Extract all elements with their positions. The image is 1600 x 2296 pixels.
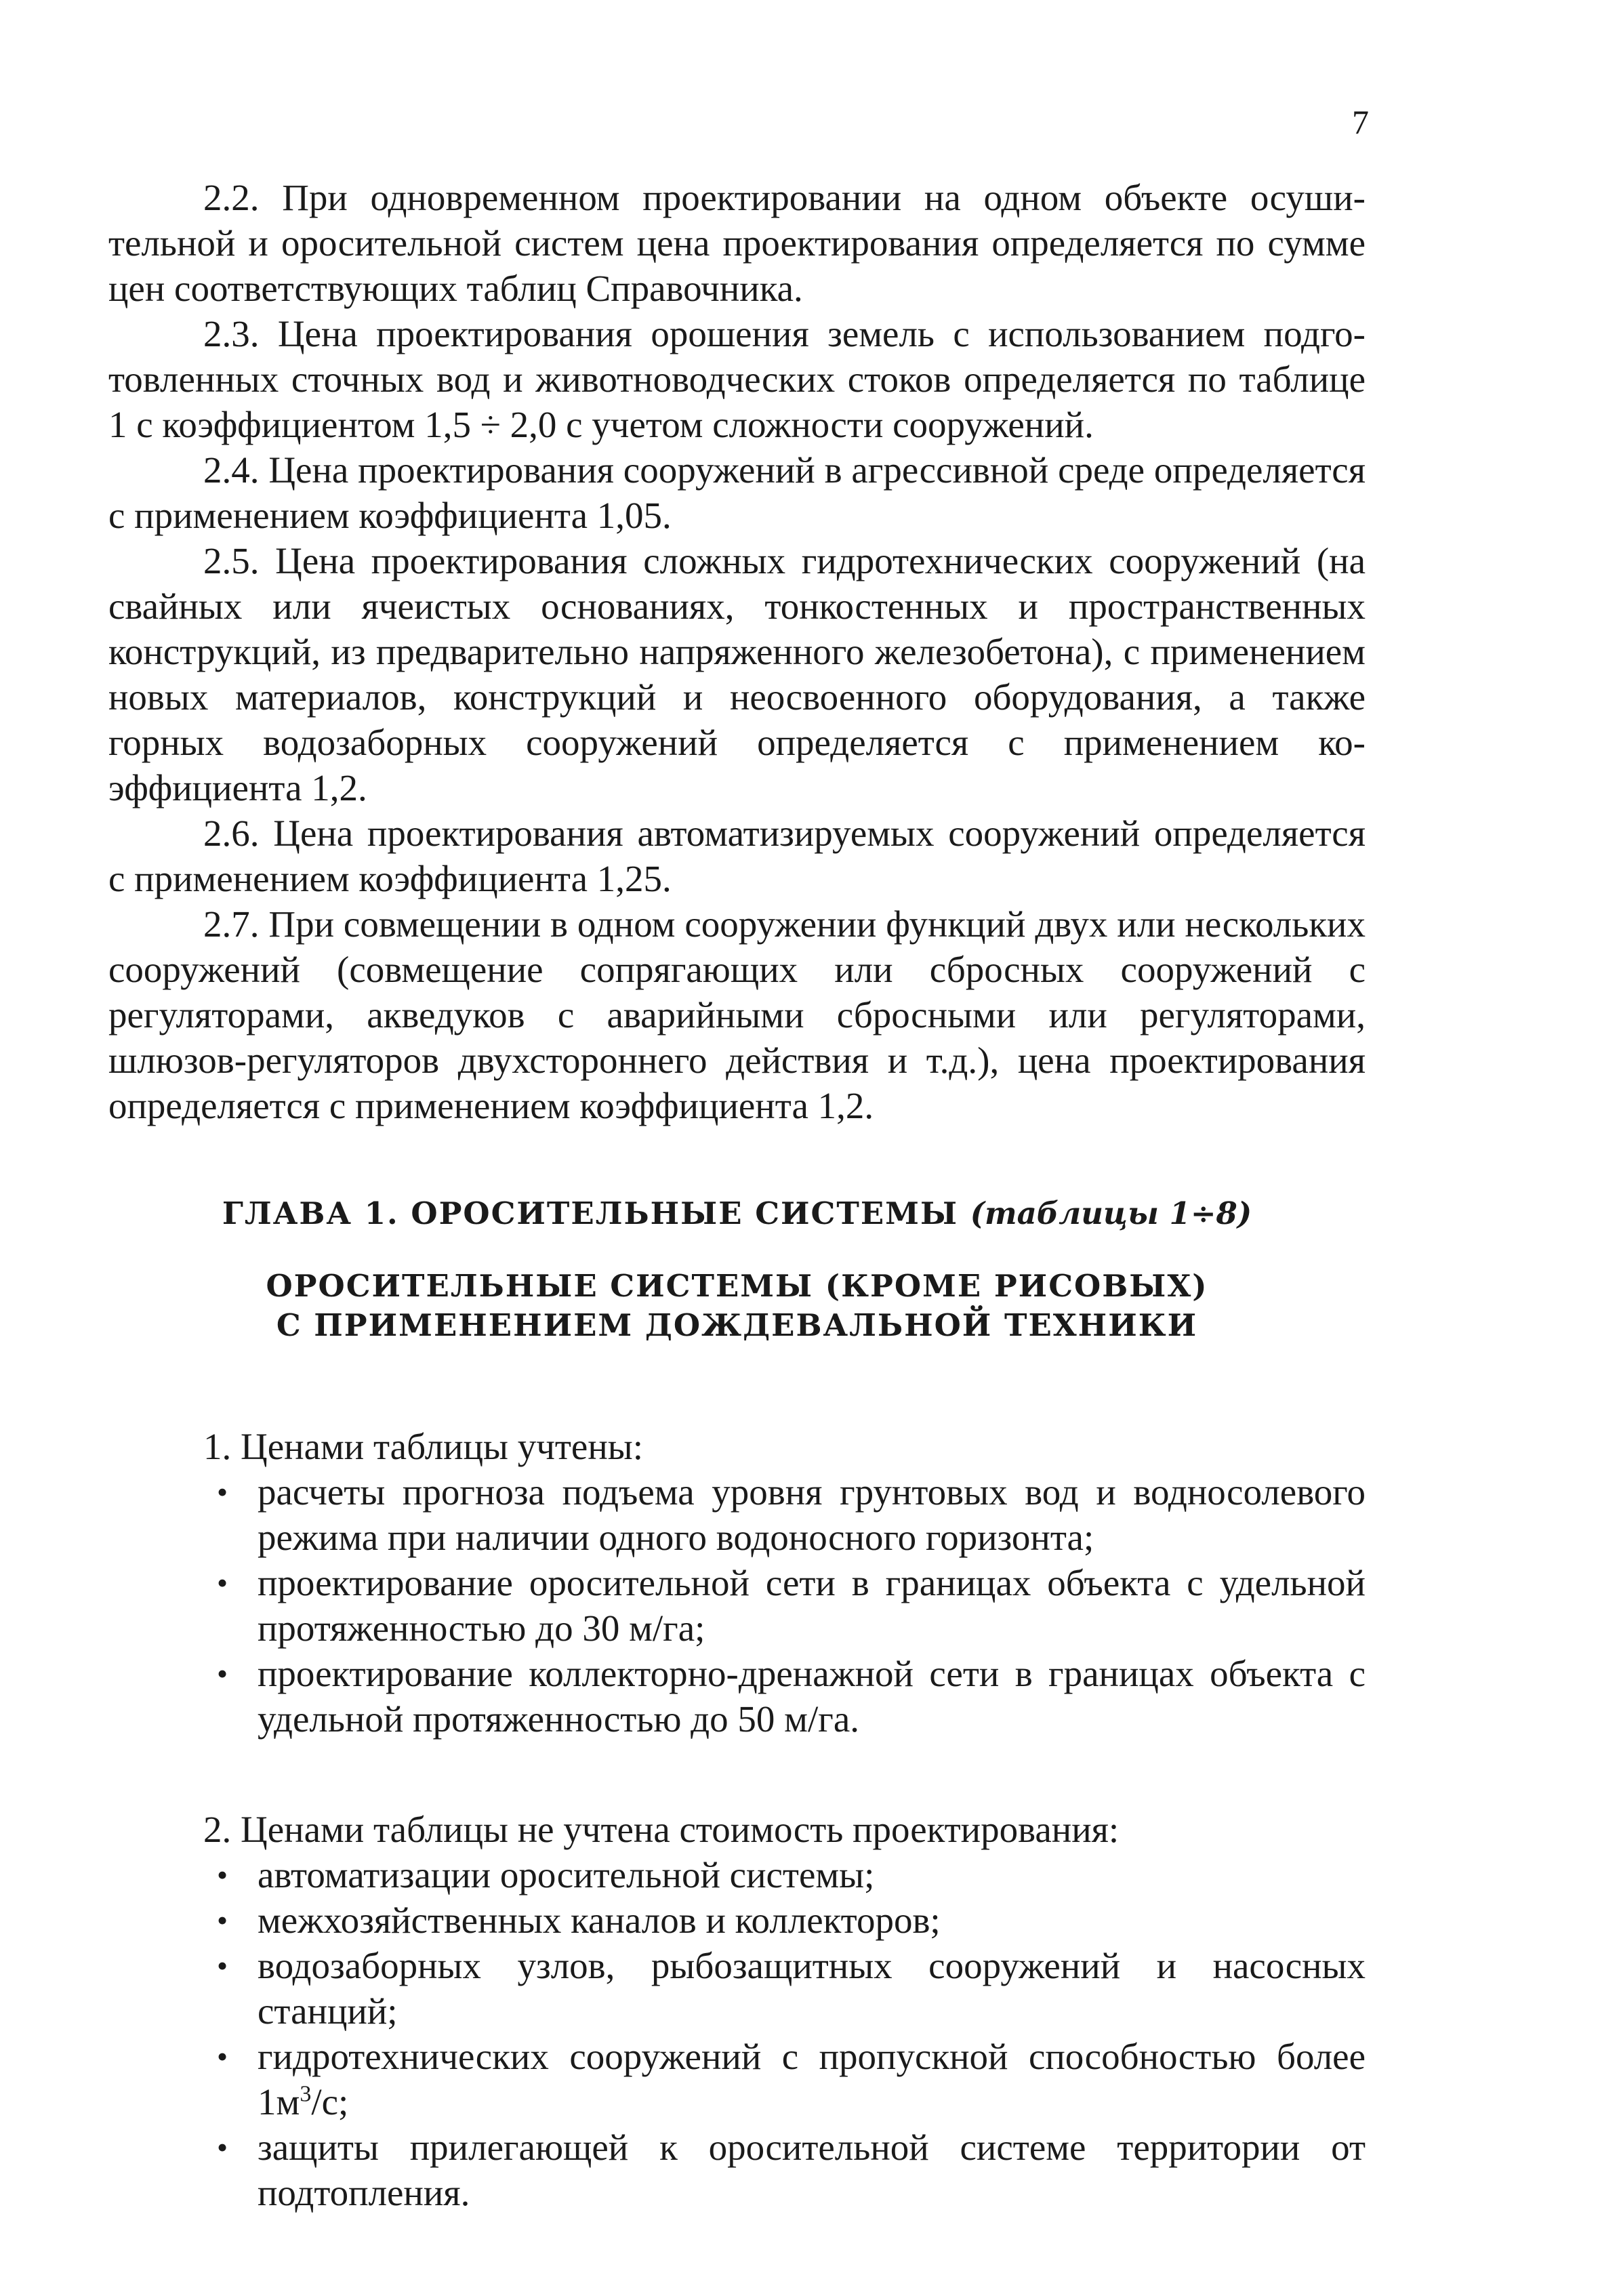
bullet-icon: • <box>216 1475 228 1509</box>
list-item-text: защиты прилегающей к оросительной системе территории от подтопления. <box>258 2127 1366 2213</box>
cubic-superscript: 3 <box>300 2081 312 2107</box>
list-item <box>108 1651 1366 1742</box>
list1 <box>108 1469 1366 1742</box>
list-item-text: расчеты прогноза подъема уровня грунтовых вод и водносолевого режима при наличии одного водоносного горизонта; <box>258 1471 1366 1558</box>
bullet-icon: • <box>216 1656 228 1691</box>
paragraph-2-2: 2.2. При одновременном проектировании на одном объекте осушительной и оросительной систем цена проектирования определяется по сумме цен соответствующих таблиц Справочника. <box>108 177 1366 309</box>
list-item <box>108 1469 1366 1560</box>
list-item-text: автоматизации оросительной системы; <box>258 1854 875 1895</box>
paragraph-2-5: 2.5. Цена проектирования сложных гидротехнических сооружений (на свайных или ячеистых основаниях, тонкостенных и пространственных конструкций, из предварительно напряженного железобетона), с применением новых материалов, конструкций и неосвоенного оборудования, а также горных водозаборных сооружений определяется с применением коэффициента 1,2. <box>108 540 1366 808</box>
section-heading-line1: ОРОСИТЕЛЬНЫЕ СИСТЕМЫ (КРОМЕ РИСОВЫХ) <box>266 1268 1208 1304</box>
list-item-text: проектирование оросительной сети в границах объекта с удельной протяженностью до 30 м/га; <box>258 1562 1366 1649</box>
list2 <box>108 1852 1366 2215</box>
bullet-icon: • <box>216 2130 228 2165</box>
list-item <box>108 1560 1366 1651</box>
list-item-text: межхозяйственных каналов и коллекторов; <box>258 1900 941 1941</box>
bullet-icon: • <box>216 1903 228 1938</box>
paragraph-2-7: 2.7. При совмещении в одном сооружении функций двух или нескольких сооружений (совмещение сопрягающих или сбросных сооружений с регуляторами, акведуков с аварийными сбросными или регуляторами, шлюзов-регуляторов двухстороннего действия и т.д.), цена проектирования определяется с применением коэффициента 1,2. <box>108 903 1366 1126</box>
page-number: 7 <box>1352 103 1369 141</box>
paragraph-2-3: 2.3. Цена проектирования орошения земель с использованием подготовленных сточных вод и животноводческих стоков определяется по таблице 1 с коэффициентом 1,5 ÷ 2,0 с учетом сложности сооружений. <box>108 313 1366 445</box>
section-heading-line2: С ПРИМЕНЕНИЕМ ДОЖДЕВАЛЬНОЙ ТЕХНИКИ <box>276 1307 1198 1343</box>
chapter-heading <box>108 1193 1366 1234</box>
list-item-unit-tail: /с; <box>311 2081 349 2123</box>
list-item <box>108 1943 1366 2034</box>
bullet-icon: • <box>216 1565 228 1600</box>
list-item-text: водозаборных узлов, рыбозащитных сооружений и насосных станций; <box>258 1945 1366 2032</box>
list-item <box>108 2125 1366 2215</box>
list-item-text: проектирование коллекторно-дренажной сети в границах объекта с удельной протяженностью до 50 м/га. <box>258 1653 1366 1740</box>
list-item <box>108 1852 1366 1898</box>
list1-intro: 1. Ценами таблицы учтены: <box>203 1426 643 1467</box>
chapter-title: ГЛАВА 1. ОРОСИТЕЛЬНЫЕ СИСТЕМЫ <box>222 1195 959 1231</box>
bullet-icon: • <box>216 1948 228 1983</box>
bullet-icon: • <box>216 1858 228 1892</box>
list-item-text: гидротехнических сооружений с пропускной способностью более 1м <box>258 2036 1366 2123</box>
document-body <box>108 175 1366 2215</box>
list2-intro: 2. Ценами таблицы не учтена стоимость проектирования: <box>203 1809 1120 1850</box>
paragraph-2-6: 2.6. Цена проектирования автоматизируемых сооружений определяется с применением коэффициента 1,25. <box>108 813 1366 899</box>
chapter-tables-ref: (таблицы 1÷8) <box>970 1195 1252 1231</box>
section-heading <box>108 1267 1366 1345</box>
list-item <box>108 2034 1366 2125</box>
bullet-icon: • <box>216 2039 228 2074</box>
list-item <box>108 1898 1366 1943</box>
paragraph-2-4: 2.4. Цена проектирования сооружений в агрессивной среде определяется с применением коэффициента 1,05. <box>108 449 1366 536</box>
